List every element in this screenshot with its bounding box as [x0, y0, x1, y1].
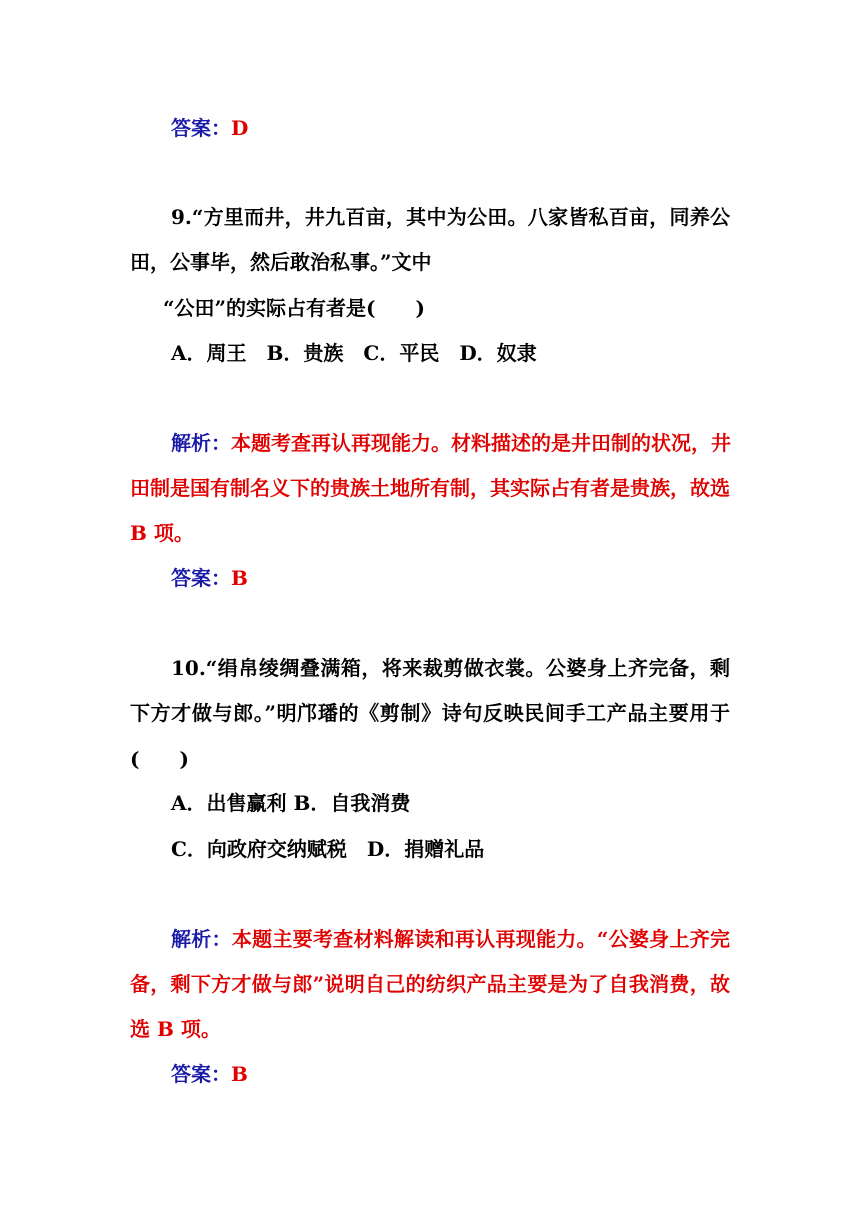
question-9-line-2: 田，公事毕，然后敢治私事。”文中	[130, 250, 432, 274]
answer-label: 答案：	[171, 116, 231, 140]
question-9-line-1	[171, 204, 730, 230]
question-9-line-3: “公田”的实际占有者是( )	[163, 296, 425, 320]
question-10-answer	[171, 1061, 248, 1087]
question-9-answer	[171, 565, 248, 591]
question-9-analysis-line-2: 田制是国有制名义下的贵族土地所有制，其实际占有者是贵族，故选	[130, 476, 730, 500]
question-10-text-1: “绢帛绫绸叠满箱，将来裁剪做衣裳。公婆身上齐完备，剩	[205, 656, 730, 680]
question-9-analysis-line-1	[171, 430, 730, 456]
question-10-options-2: C．向政府交纳赋税 D．捐赠礼品	[171, 837, 485, 861]
question-10-line-1	[171, 655, 730, 681]
answer-label: 答案：	[171, 566, 231, 590]
answer-value: B	[231, 1062, 248, 1086]
question-9-analysis-line-3: B 项。	[130, 521, 194, 545]
analysis-label: 解析：	[171, 431, 231, 455]
answer-label: 答案：	[171, 1062, 231, 1086]
question-10-analysis-line-2: 备，剩下方才做与郎”说明自己的纺织产品主要是为了自我消费，故	[130, 972, 730, 996]
question-10-number: 10.	[171, 656, 206, 680]
question-10-line-3: ( )	[130, 747, 189, 771]
question-9-number: 9.	[171, 205, 192, 229]
question-10-analysis-line-3: 选 B 项。	[130, 1017, 221, 1041]
analysis-text-1: 本题考查再认再现能力。材料描述的是井田制的状况，井	[231, 431, 731, 455]
question-10-options-1: A．出售赢利 B．自我消费	[171, 791, 411, 815]
question-10-analysis-line-1	[171, 926, 730, 952]
answer-value: B	[231, 566, 248, 590]
question-9-text-1: “方里而井，井九百亩，其中为公田。八家皆私百亩，同养公	[191, 205, 730, 229]
previous-answer	[171, 115, 248, 141]
question-9-options: A．周王 B．贵族 C．平民 D．奴隶	[171, 341, 537, 365]
question-10-line-2: 下方才做与郎。”明邝璠的《剪制》诗句反映民间手工产品主要用于	[130, 701, 730, 725]
analysis-label: 解析：	[171, 927, 232, 951]
answer-value: D	[231, 116, 249, 140]
analysis-text-1: 本题主要考查材料解读和再认再现能力。“公婆身上齐完	[231, 927, 731, 951]
